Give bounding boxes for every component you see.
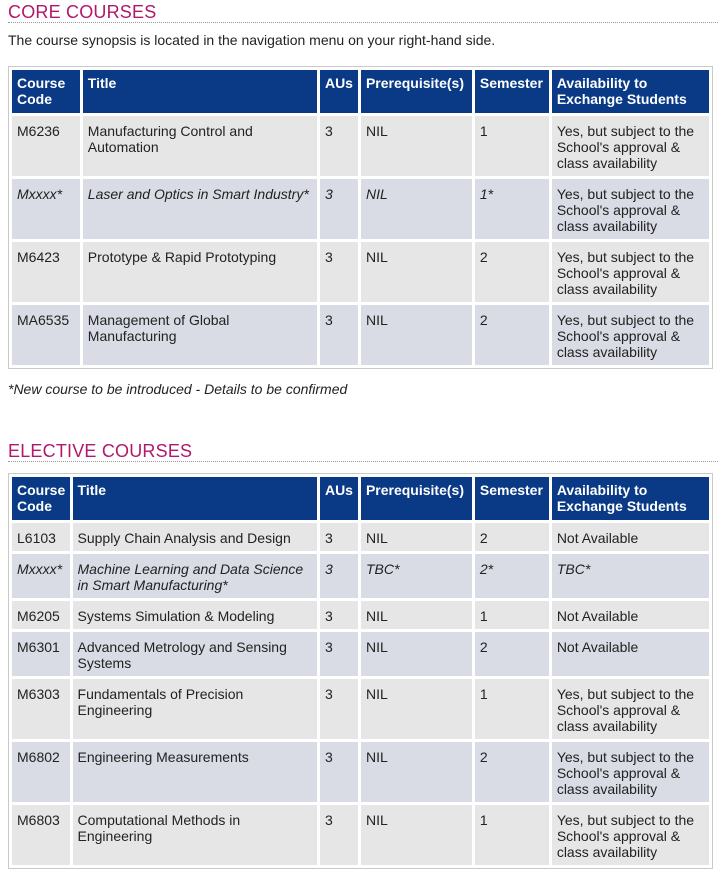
cell-availability: Yes, but subject to the School's approval & class availability <box>552 679 709 739</box>
cell-aus: 3 <box>320 554 358 598</box>
header-availability: Availability to Exchange Students <box>552 70 709 113</box>
cell-aus: 3 <box>320 679 358 739</box>
cell-semester: 2 <box>475 242 549 302</box>
cell-prerequisites: NIL <box>361 523 472 551</box>
table-row <box>12 742 709 802</box>
cell-availability: Yes, but subject to the School's approval & class availability <box>552 116 709 176</box>
cell-semester: 1 <box>475 805 549 865</box>
cell-availability: Yes, but subject to the School's approval & class availability <box>552 805 709 865</box>
cell-availability: TBC* <box>552 554 709 598</box>
cell-prerequisites: NIL <box>361 805 472 865</box>
cell-aus: 3 <box>320 116 358 176</box>
core-courses-table-frame <box>8 66 713 369</box>
cell-title: Prototype & Rapid Prototyping <box>83 242 317 302</box>
elective-courses-table-frame <box>8 473 713 869</box>
cell-semester: 2 <box>475 632 549 676</box>
table-row <box>12 523 709 551</box>
cell-course-code: M6303 <box>12 679 70 739</box>
cell-title: Fundamentals of Precision Engineering <box>73 679 317 739</box>
elective-table-header-row <box>12 477 709 520</box>
table-row <box>12 242 709 302</box>
table-row <box>12 632 709 676</box>
cell-course-code: M6236 <box>12 116 80 176</box>
new-course-footnote: *New course to be introduced - Details to be confirmed <box>8 381 348 397</box>
cell-title: Engineering Measurements <box>73 742 317 802</box>
header-aus: AUs <box>320 477 358 520</box>
header-prerequisites: Prerequisite(s) <box>361 477 472 520</box>
cell-semester: 2 <box>475 305 549 365</box>
cell-title: Computational Methods in Engineering <box>73 805 317 865</box>
elective-courses-table <box>9 474 712 868</box>
cell-course-code: Mxxxx* <box>12 554 70 598</box>
core-table-header-row <box>12 70 709 113</box>
cell-availability: Yes, but subject to the School's approval & class availability <box>552 242 709 302</box>
cell-prerequisites: NIL <box>361 601 472 629</box>
cell-prerequisites: NIL <box>361 742 472 802</box>
cell-semester: 1 <box>475 601 549 629</box>
cell-prerequisites: TBC* <box>361 554 472 598</box>
cell-aus: 3 <box>320 242 358 302</box>
cell-course-code: M6301 <box>12 632 70 676</box>
header-semester: Semester <box>475 70 549 113</box>
core-heading-rule <box>8 22 718 23</box>
cell-course-code: M6423 <box>12 242 80 302</box>
cell-course-code: M6803 <box>12 805 70 865</box>
header-availability: Availability to Exchange Students <box>552 477 709 520</box>
table-row <box>12 179 709 239</box>
cell-title: Laser and Optics in Smart Industry* <box>83 179 317 239</box>
cell-title: Manufacturing Control and Automation <box>83 116 317 176</box>
cell-course-code: L6103 <box>12 523 70 551</box>
synopsis-text: The course synopsis is located in the navigation menu on your right-hand side. <box>8 32 496 48</box>
cell-prerequisites: NIL <box>361 179 472 239</box>
header-title: Title <box>73 477 317 520</box>
header-aus: AUs <box>320 70 358 113</box>
table-row <box>12 805 709 865</box>
cell-semester: 1 <box>475 679 549 739</box>
cell-aus: 3 <box>320 805 358 865</box>
header-course-code: Course Code <box>12 477 70 520</box>
core-courses-heading: CORE COURSES <box>8 2 157 22</box>
cell-prerequisites: NIL <box>361 679 472 739</box>
cell-semester: 2 <box>475 523 549 551</box>
cell-prerequisites: NIL <box>361 242 472 302</box>
table-row <box>12 554 709 598</box>
cell-availability: Not Available <box>552 601 709 629</box>
cell-course-code: M6205 <box>12 601 70 629</box>
cell-prerequisites: NIL <box>361 116 472 176</box>
cell-course-code: MA6535 <box>12 305 80 365</box>
elective-heading-rule <box>8 461 718 462</box>
cell-semester: 2 <box>475 742 549 802</box>
cell-title: Supply Chain Analysis and Design <box>73 523 317 551</box>
table-row <box>12 305 709 365</box>
cell-availability: Yes, but subject to the School's approval & class availability <box>552 305 709 365</box>
cell-aus: 3 <box>320 632 358 676</box>
cell-course-code: Mxxxx* <box>12 179 80 239</box>
cell-semester: 2* <box>475 554 549 598</box>
cell-title: Machine Learning and Data Science in Smart Manufacturing* <box>73 554 317 598</box>
table-row <box>12 679 709 739</box>
header-semester: Semester <box>475 477 549 520</box>
table-row <box>12 116 709 176</box>
cell-aus: 3 <box>320 305 358 365</box>
cell-aus: 3 <box>320 601 358 629</box>
cell-aus: 3 <box>320 179 358 239</box>
cell-title: Advanced Metrology and Sensing Systems <box>73 632 317 676</box>
cell-title: Management of Global Manufacturing <box>83 305 317 365</box>
cell-title: Systems Simulation & Modeling <box>73 601 317 629</box>
header-title: Title <box>83 70 317 113</box>
cell-semester: 1 <box>475 116 549 176</box>
cell-course-code: M6802 <box>12 742 70 802</box>
table-row <box>12 601 709 629</box>
cell-semester: 1* <box>475 179 549 239</box>
header-course-code: Course Code <box>12 70 80 113</box>
cell-prerequisites: NIL <box>361 632 472 676</box>
cell-availability: Yes, but subject to the School's approval & class availability <box>552 742 709 802</box>
cell-availability: Not Available <box>552 632 709 676</box>
header-prerequisites: Prerequisite(s) <box>361 70 472 113</box>
cell-availability: Yes, but subject to the School's approval & class availability <box>552 179 709 239</box>
cell-availability: Not Available <box>552 523 709 551</box>
elective-courses-heading: ELECTIVE COURSES <box>8 441 193 461</box>
cell-prerequisites: NIL <box>361 305 472 365</box>
cell-aus: 3 <box>320 523 358 551</box>
cell-aus: 3 <box>320 742 358 802</box>
core-courses-table <box>9 67 712 368</box>
